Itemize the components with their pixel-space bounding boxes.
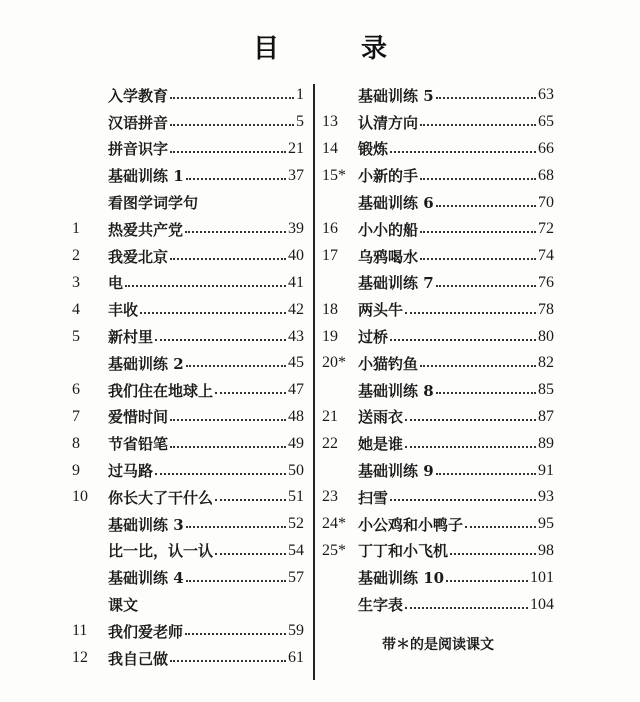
dot-leader [170, 258, 286, 260]
dot-leader [125, 285, 286, 287]
dot-leader [140, 312, 286, 314]
entry-title: 乌鸦喝水 [358, 247, 419, 266]
toc-entry [72, 216, 304, 243]
page-number: 87 [538, 407, 554, 425]
page-number: 82 [538, 354, 554, 372]
lesson-number: 13 [322, 113, 338, 131]
toc-entry [322, 591, 554, 618]
entry-title: 基础训练 3 [108, 515, 184, 534]
dot-leader [186, 526, 286, 528]
entry-title: 两头牛 [358, 301, 404, 320]
page-number: 43 [288, 327, 304, 345]
entry-title: 生字表 [358, 596, 404, 615]
dot-leader [420, 231, 536, 233]
page-number: 85 [538, 381, 554, 399]
lesson-number: 10 [72, 488, 88, 506]
dot-leader [405, 419, 536, 421]
dot-leader [170, 419, 286, 421]
entry-title: 课文 [108, 596, 139, 615]
lesson-number: 24* [322, 515, 346, 533]
page-number: 52 [288, 515, 304, 533]
toc-entry [72, 243, 304, 270]
column-divider [313, 84, 315, 680]
dot-leader [186, 365, 286, 367]
dot-leader [405, 446, 536, 448]
toc-entry [72, 162, 304, 189]
toc-entry [322, 538, 554, 565]
entry-title: 基础训练 8 [358, 381, 434, 400]
page-title: 目 录 [252, 34, 415, 64]
dot-leader [405, 607, 528, 609]
entry-title: 她是谁 [358, 435, 404, 454]
page-number: 5 [296, 113, 304, 131]
toc-entry [322, 189, 554, 216]
entry-title: 新村里 [108, 328, 154, 347]
page-number: 74 [538, 247, 554, 265]
dot-leader [436, 473, 536, 475]
entry-title: 锻炼 [358, 140, 389, 159]
toc-entry [72, 564, 304, 591]
dot-leader [170, 660, 286, 662]
dot-leader [215, 499, 286, 501]
page-number: 40 [288, 247, 304, 265]
page-number: 47 [288, 381, 304, 399]
lesson-number: 12 [72, 649, 88, 667]
page-number: 39 [288, 220, 304, 238]
dot-leader [155, 473, 286, 475]
dot-leader [155, 339, 286, 341]
entry-title: 看图学词学句 [108, 194, 199, 213]
dot-leader [390, 499, 536, 501]
toc-entry [72, 430, 304, 457]
toc-entry [72, 538, 304, 565]
entry-title: 汉语拼音 [108, 113, 169, 132]
toc-entry [72, 296, 304, 323]
entry-title: 丁丁和小飞机 [358, 542, 449, 561]
page-number: 63 [538, 86, 554, 104]
lesson-number: 11 [72, 622, 88, 640]
page-number: 70 [538, 193, 554, 211]
toc-entry [322, 82, 554, 109]
entry-title: 基础训练 6 [358, 194, 434, 213]
toc-entry [72, 189, 304, 216]
entry-title: 小公鸡和小鸭子 [358, 515, 464, 534]
entry-title: 认清方向 [358, 113, 419, 132]
toc-entry [72, 350, 304, 377]
toc-entry [322, 457, 554, 484]
dot-leader [405, 312, 536, 314]
entry-title: 基础训练 5 [358, 86, 434, 105]
toc-entry [322, 270, 554, 297]
lesson-number: 8 [72, 434, 80, 452]
toc-entry [72, 645, 304, 672]
page-number: 50 [288, 461, 304, 479]
lesson-number: 25* [322, 541, 346, 559]
dot-leader [436, 285, 536, 287]
dot-leader [436, 97, 536, 99]
page-number: 101 [530, 568, 554, 586]
page-number: 37 [288, 166, 304, 184]
page-number: 65 [538, 113, 554, 131]
toc-entry [72, 109, 304, 136]
lesson-number: 20* [322, 354, 346, 372]
lesson-number: 18 [322, 300, 338, 318]
dot-leader [186, 580, 286, 582]
page-number: 48 [288, 407, 304, 425]
page-number: 91 [538, 461, 554, 479]
toc-entry [322, 216, 554, 243]
page-number: 61 [288, 649, 304, 667]
entry-title: 小新的手 [358, 167, 419, 186]
page-number: 66 [538, 139, 554, 157]
footnote: 带＊的是阅读课文 [382, 637, 494, 653]
entry-title: 基础训练 9 [358, 462, 434, 481]
entry-title: 热爱共产党 [108, 220, 184, 239]
dot-leader [436, 205, 536, 207]
dot-leader [420, 124, 536, 126]
page-number: 21 [288, 139, 304, 157]
dot-leader [465, 526, 536, 528]
entry-title: 爱惜时间 [108, 408, 169, 427]
page-number: 42 [288, 300, 304, 318]
toc-entry [322, 511, 554, 538]
toc-entry [322, 323, 554, 350]
lesson-number: 19 [322, 327, 338, 345]
entry-title: 你长大了干什么 [108, 488, 214, 507]
dot-leader [185, 231, 286, 233]
toc-entry [322, 404, 554, 431]
dot-leader [390, 151, 536, 153]
dot-leader [215, 392, 286, 394]
toc-entry [72, 377, 304, 404]
page-number: 49 [288, 434, 304, 452]
toc-entry [322, 377, 554, 404]
entry-title: 丰收 [108, 301, 139, 320]
dot-leader [186, 178, 286, 180]
entry-title: 基础训练 2 [108, 354, 184, 373]
toc-entry [322, 296, 554, 323]
page-number: 1 [296, 86, 304, 104]
lesson-number: 5 [72, 327, 80, 345]
lesson-number: 14 [322, 139, 338, 157]
lesson-number: 7 [72, 407, 80, 425]
entry-title: 小小的船 [358, 220, 419, 239]
entry-title: 入学教育 [108, 86, 169, 105]
toc-entry [322, 109, 554, 136]
entry-title: 拼音识字 [108, 140, 169, 159]
dot-leader [420, 178, 536, 180]
entry-title: 电 [108, 274, 124, 293]
page-number: 51 [288, 488, 304, 506]
entry-title: 小猫钓鱼 [358, 354, 419, 373]
lesson-number: 9 [72, 461, 80, 479]
lesson-number: 4 [72, 300, 80, 318]
entry-title: 过桥 [358, 328, 389, 347]
dot-leader [185, 633, 286, 635]
lesson-number: 1 [72, 220, 80, 238]
dot-leader [420, 258, 536, 260]
dot-leader [215, 553, 286, 555]
toc-entry [322, 430, 554, 457]
entry-title: 过马路 [108, 462, 154, 481]
page-number: 72 [538, 220, 554, 238]
page-number: 78 [538, 300, 554, 318]
entry-title: 扫雪 [358, 488, 389, 507]
page-number: 104 [530, 595, 554, 613]
entry-title: 节省铅笔 [108, 435, 169, 454]
page-number: 45 [288, 354, 304, 372]
dot-leader [170, 446, 286, 448]
entry-title: 我们爱老师 [108, 622, 184, 641]
toc-entry [72, 484, 304, 511]
page-number: 41 [288, 273, 304, 291]
toc-entry [72, 618, 304, 645]
toc-entry [322, 243, 554, 270]
page-number: 80 [538, 327, 554, 345]
toc-left-column [72, 82, 304, 672]
lesson-number: 23 [322, 488, 338, 506]
toc-entry [322, 136, 554, 163]
page-number: 68 [538, 166, 554, 184]
dot-leader [170, 151, 286, 153]
toc-entry [72, 511, 304, 538]
lesson-number: 6 [72, 381, 80, 399]
entry-title: 基础训练 1 [108, 167, 184, 186]
page-number: 59 [288, 622, 304, 640]
page-number: 89 [538, 434, 554, 452]
lesson-number: 3 [72, 273, 80, 291]
toc-entry [322, 564, 554, 591]
entry-title: 比一比，认一认 [108, 542, 214, 561]
toc-entry [72, 323, 304, 350]
entry-title: 我自己做 [108, 649, 169, 668]
toc-entry [72, 404, 304, 431]
dot-leader [170, 124, 294, 126]
toc-entry [322, 484, 554, 511]
page-number: 95 [538, 515, 554, 533]
toc-right-column [322, 82, 554, 618]
toc-entry [72, 457, 304, 484]
page-number: 57 [288, 568, 304, 586]
lesson-number: 2 [72, 247, 80, 265]
page-number: 54 [288, 541, 304, 559]
dot-leader [436, 392, 536, 394]
entry-title: 我爱北京 [108, 247, 169, 266]
page-number: 93 [538, 488, 554, 506]
lesson-number: 17 [322, 247, 338, 265]
dot-leader [390, 339, 536, 341]
entry-title: 基础训练 7 [358, 274, 434, 293]
entry-title: 基础训练 4 [108, 569, 184, 588]
toc-entry [322, 350, 554, 377]
lesson-number: 21 [322, 407, 338, 425]
toc-entry [72, 270, 304, 297]
page-number: 98 [538, 541, 554, 559]
entry-title: 我们住在地球上 [108, 381, 214, 400]
dot-leader [420, 365, 536, 367]
toc-entry [72, 591, 304, 618]
entry-title: 基础训练 10 [358, 569, 445, 588]
dot-leader [450, 553, 536, 555]
lesson-number: 16 [322, 220, 338, 238]
entry-title: 送雨衣 [358, 408, 404, 427]
dot-leader [170, 97, 294, 99]
page-number: 76 [538, 273, 554, 291]
lesson-number: 22 [322, 434, 338, 452]
toc-entry [72, 82, 304, 109]
toc-entry [322, 162, 554, 189]
lesson-number: 15* [322, 166, 346, 184]
toc-entry [72, 136, 304, 163]
dot-leader [446, 580, 528, 582]
